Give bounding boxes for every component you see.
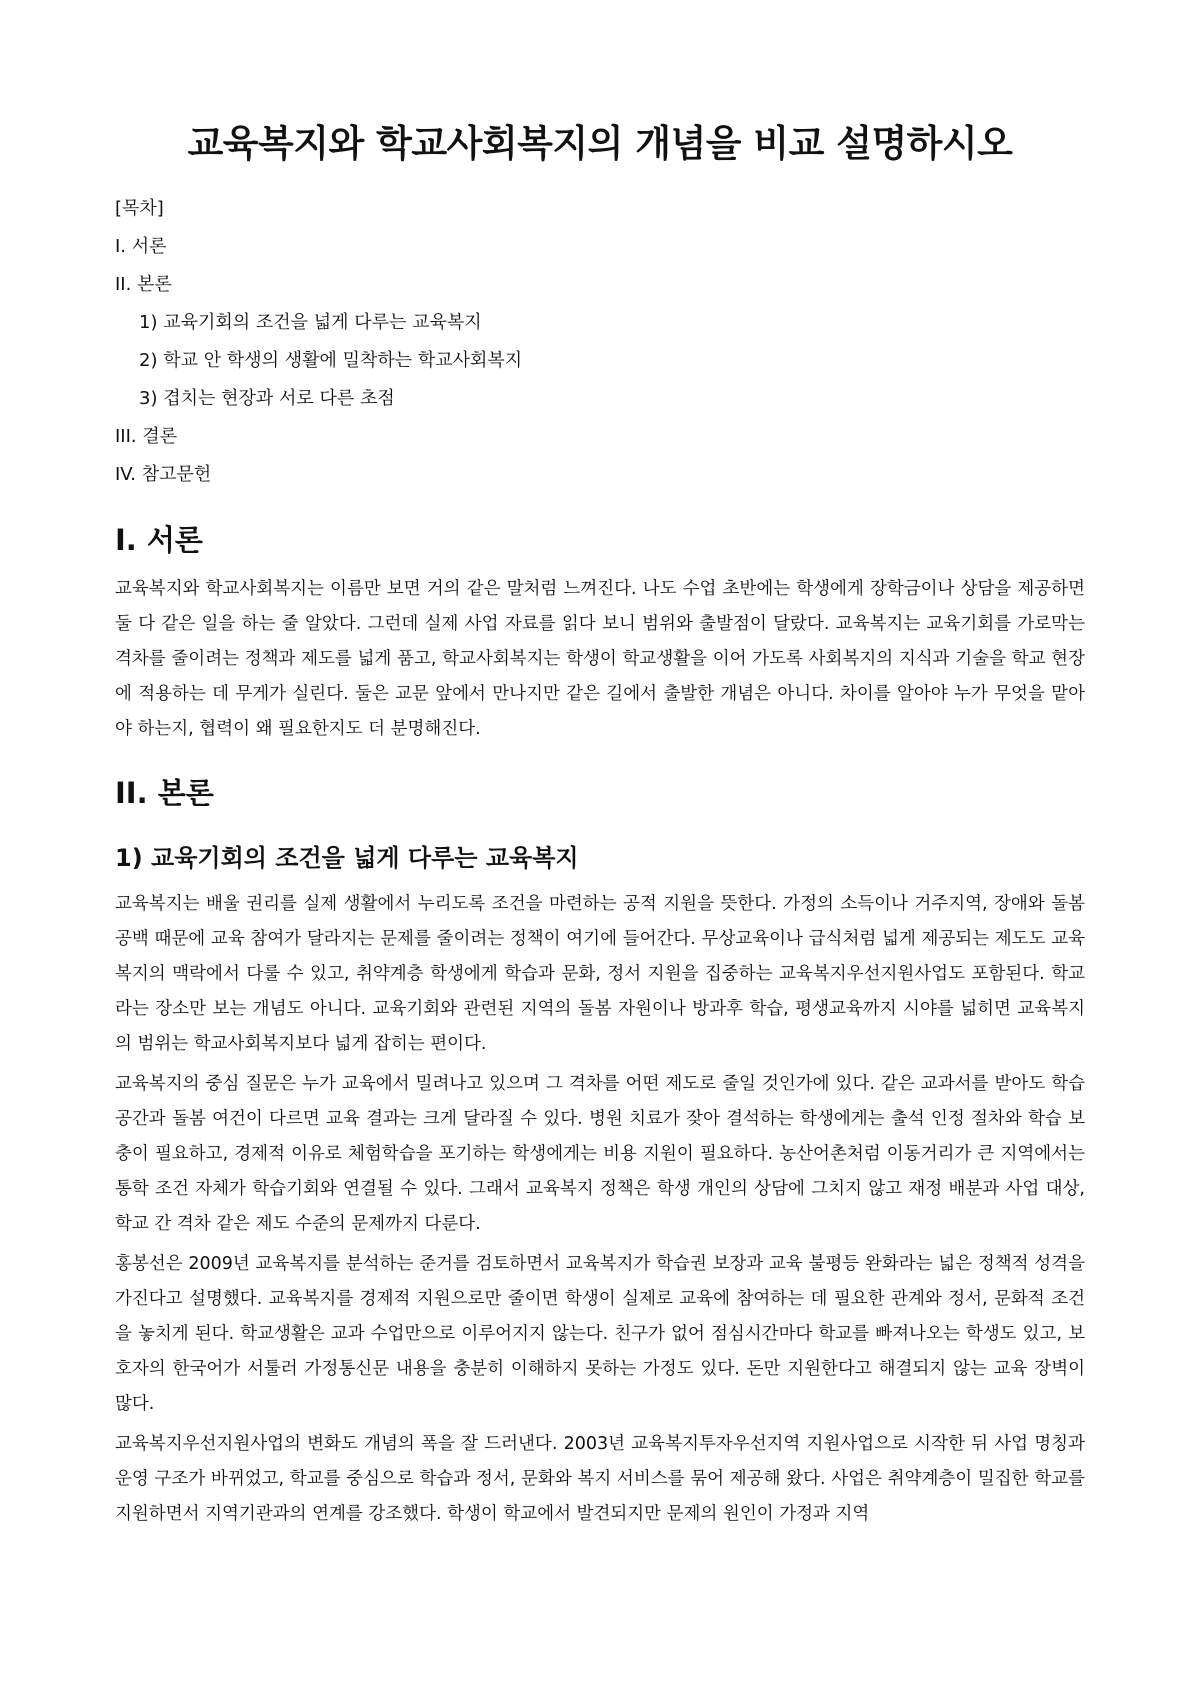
toc-item-body: II. 본론 [115,274,172,295]
toc-item-body-2: 2) 학교 안 학생의 생활에 밀착하는 학교사회복지 [139,350,523,371]
toc-heading: [목차] [115,198,164,219]
toc-item-body-1: 1) 교육기회의 조건을 넓게 다루는 교육복지 [139,312,482,333]
body-subsection-1-heading: 1) 교육기회의 조건을 넓게 다루는 교육복지 [115,844,579,872]
table-of-contents [115,190,1085,494]
toc-item-intro: I. 서론 [115,236,167,257]
intro-heading: I. 서론 [115,523,203,557]
body-heading: II. 본론 [115,776,214,810]
body-paragraph: 교육복지는 배울 권리를 실제 생활에서 누리도록 조건을 마련하는 공적 지원을 뜻한다. 가정의 소득이나 거주지역, 장애와 돌봄 공백 때문에 교육 참여가 달라지는 문제를 줄이려는 정책이 여기에 들어간다. 무상교육이나 급식처럼 넓게 제공되는 제도도 교육복지의 맥락에서 다룰 수 있고, 취약계층 학생에게 학습과 문화, 정서 지원을 집중하는 교육복지우선지원사업도 포함된다. 학교라는 장소만 보는 개념도 아니다. 교육기회와 관련된 지역의 돌봄 자원이나 방과후 학습, 평생교육까지 시야를 넓히면 교육복지의 범위는 학교사회복지보다 넓게 잡히는 편이다. [115,894,1085,1054]
toc-item-references: IV. 참고문헌 [115,464,212,485]
toc-item-body-3: 3) 겹치는 현장과 서로 다른 초점 [139,388,395,409]
body-paragraph: 홍봉선은 2009년 교육복지를 분석하는 준거를 검토하면서 교육복지가 학습권 보장과 교육 불평등 완화라는 넓은 정책적 성격을 가진다고 설명했다. 교육복지를 경제적 지원으로만 줄이면 학생이 실제로 교육에 참여하는 데 필요한 관계와 정서, 문화적 조건을 놓치게 된다. 학교생활은 교과 수업만으로 이루어지지 않는다. 친구가 없어 점심시간마다 학교를 빠져나오는 학생도 있고, 보호자의 한국어가 서툴러 가정통신문 내용을 충분히 이해하지 못하는 가정도 있다. 돈만 지원한다고 해결되지 않는 교육 장벽이 많다. [115,1254,1085,1414]
document-title: 교육복지와 학교사회복지의 개념을 비교 설명하시오 [187,122,1013,165]
body-paragraph: 교육복지의 중심 질문은 누가 교육에서 밀려나고 있으며 그 격차를 어떤 제도로 줄일 것인가에 있다. 같은 교과서를 받아도 학습 공간과 돌봄 여건이 다르면 교육 결과는 크게 달라질 수 있다. 병원 치료가 잦아 결석하는 학생에게는 출석 인정 절차와 학습 보충이 필요하고, 경제적 이유로 체험학습을 포기하는 학생에게는 비용 지원이 필요하다. 농산어촌처럼 이동거리가 큰 지역에서는 통학 조건 자체가 학습기회와 연결될 수 있다. 그래서 교육복지 정책은 학생 개인의 상담에 그치지 않고 재정 배분과 사업 대상, 학교 간 격차 같은 제도 수준의 문제까지 다룬다. [115,1074,1085,1234]
intro-paragraph: 교육복지와 학교사회복지는 이름만 보면 거의 같은 말처럼 느껴진다. 나도 수업 초반에는 학생에게 장학금이나 상담을 제공하면 둘 다 같은 일을 하는 줄 알았다. 그런데 실제 사업 자료를 읽다 보니 범위와 출발점이 달랐다. 교육복지는 교육기회를 가로막는 격차를 줄이려는 정책과 제도를 넓게 품고, 학교사회복지는 학생이 학교생활을 이어 가도록 사회복지의 지식과 기술을 학교 현장에 적용하는 데 무게가 실린다. 둘은 교문 앞에서 만나지만 같은 길에서 출발한 개념은 아니다. 차이를 알아야 누가 무엇을 맡아야 하는지, 협력이 왜 필요한지도 더 분명해진다. [115,579,1085,739]
toc-item-conclusion: III. 결론 [115,426,178,447]
body-paragraph: 교육복지우선지원사업의 변화도 개념의 폭을 잘 드러낸다. 2003년 교육복지투자우선지역 지원사업으로 시작한 뒤 사업 명칭과 운영 구조가 바뀌었고, 학교를 중심으로 학습과 정서, 문화와 복지 서비스를 묶어 제공해 왔다. 사업은 취약계층이 밀집한 학교를 지원하면서 지역기관과의 연계를 강조했다. 학생이 학교에서 발견되지만 문제의 원인이 가정과 지역 [115,1434,1085,1524]
